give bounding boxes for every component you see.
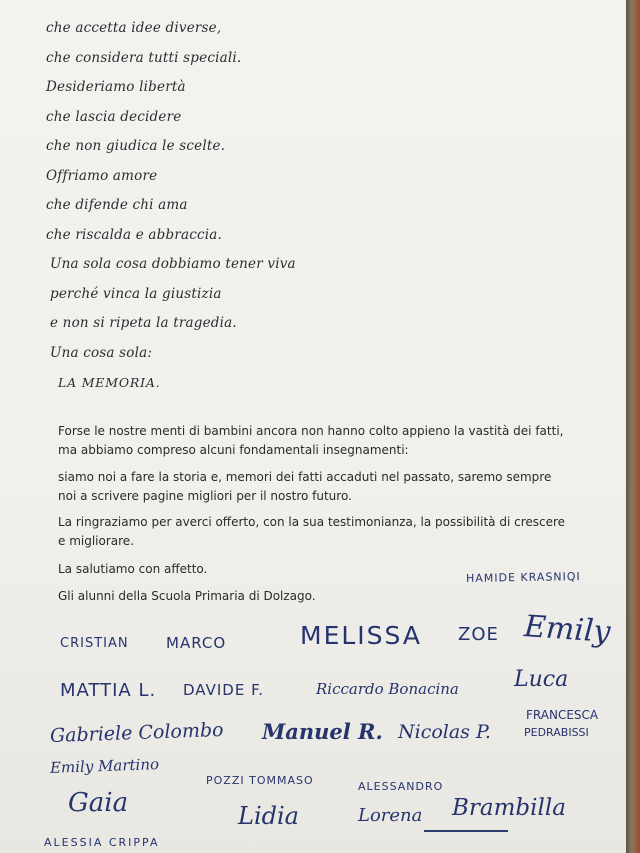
signature-davide: DAVIDE F. — [183, 681, 265, 699]
paragraph-line: siamo noi a fare la storia e, memori dei fatti accaduti nel passato, saremo sempre — [58, 470, 552, 484]
signature-francesca-surname: PEDRABISSI — [524, 726, 589, 739]
closing-greeting: La salutiamo con affetto. — [58, 562, 208, 576]
signature-francesca-name: FRANCESCA — [526, 708, 599, 722]
signature-brambilla: Brambilla — [452, 795, 566, 821]
poem-line: Una cosa sola: — [50, 344, 153, 361]
signature-alessia: ALESSIA CRIPPA — [44, 836, 160, 849]
signature-manuel: Manuel R. — [262, 719, 383, 744]
paragraph-line: Forse le nostre menti di bambini ancora non hanno colto appieno la vastità dei fatti, — [58, 424, 564, 438]
signoff-line: Gli alunni della Scuola Primaria di Dolzago. — [58, 589, 316, 603]
signature-underline — [424, 830, 508, 832]
poem-line: perché vinca la giustizia — [50, 285, 222, 302]
signature-marco: MARCO — [166, 634, 227, 652]
signature-zoe: ZOE — [458, 624, 499, 645]
signature-gabriele: Gabriele Colombo — [49, 718, 224, 748]
poem-line: che non giudica le scelte. — [46, 138, 226, 154]
signature-emily: Emily — [522, 609, 612, 650]
poem-line: che difende chi ama — [46, 197, 188, 213]
paragraph-history — [58, 468, 618, 506]
poem-line: Desideriamo libertà — [46, 79, 186, 95]
signature-alessandro: ALESSANDRO — [358, 780, 444, 793]
signature-hamide: HAMIDE KRASNIQI — [465, 569, 581, 586]
signature-gaia: Gaia — [68, 788, 129, 818]
table-edge — [626, 0, 640, 853]
poem-line: che accetta idee diverse, — [46, 20, 222, 36]
signature-luca: Luca — [514, 667, 569, 692]
paragraph-line: noi a scrivere pagine migliori per il nostro futuro. — [58, 489, 352, 503]
poem-line: che considera tutti speciali. — [46, 49, 242, 66]
signature-tommaso: POZZI TOMMASO — [206, 774, 314, 787]
poem-line: Una sola cosa dobbiamo tener viva — [50, 256, 296, 272]
poem-line: e non si ripeta la tragedia. — [50, 315, 237, 331]
paragraph-thanks — [58, 513, 618, 551]
paragraph-line: La ringraziamo per averci offerto, con la sua testimonianza, la possibilità di crescere — [58, 515, 566, 529]
paragraph-intro — [58, 422, 618, 460]
signature-lidia: Lidia — [238, 802, 299, 830]
poem-line: che riscalda e abbraccia. — [46, 226, 223, 243]
poem-line: Offriamo amore — [46, 167, 158, 184]
signature-mattia: MATTIA L. — [60, 680, 157, 701]
poem-line-memoria: LA MEMORIA. — [58, 375, 161, 390]
signature-cristian: CRISTIAN — [60, 636, 129, 651]
signature-lorena: Lorena — [358, 805, 423, 826]
letter-body — [58, 422, 618, 613]
paragraph-line: ma abbiamo compreso alcuni fondamentali insegnamenti: — [58, 443, 409, 457]
signature-nicolas: Nicolas P. — [398, 721, 491, 743]
signature-melissa: MELISSA — [300, 621, 422, 650]
poem — [46, 14, 586, 398]
poem-line: che lascia decidere — [46, 108, 182, 125]
signature-emily-martino: Emily Martino — [49, 755, 160, 777]
signature-riccardo: Riccardo Bonacina — [316, 680, 459, 698]
paragraph-line: e migliorare. — [58, 534, 135, 548]
